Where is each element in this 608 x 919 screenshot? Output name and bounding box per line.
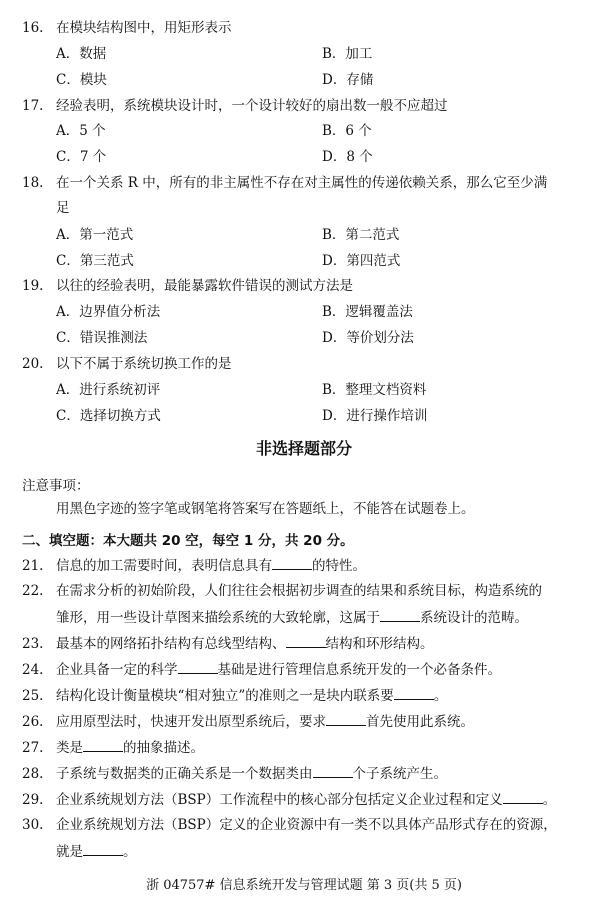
question-text: 企业系统规划方法（BSP）定义的企业资源中有一类不以具体产品形式存在的资源，: [56, 817, 557, 833]
answer-blank: [313, 763, 353, 778]
question-number: 26.: [22, 714, 44, 730]
option-b: B．加工: [322, 46, 373, 62]
page-footer: 浙 04757# 信息系统开发与管理试题 第 3 页(共 5 页): [146, 878, 462, 893]
option-d: D．等价划分法: [322, 330, 414, 346]
option-a: A．数据: [56, 46, 107, 62]
question-23: [22, 633, 588, 654]
part-heading: 二、填空题：本大题共 20 空，每空 1 分，共 20 分。: [22, 533, 354, 549]
question-number: 22.: [22, 583, 44, 599]
question-text: 在需求分析的初始阶段，人们往往会根据初步调查的结果和系统目标，构造系统的: [56, 583, 542, 599]
option-c: C．选择切换方式: [56, 408, 161, 424]
option-d: D．存储: [322, 72, 374, 88]
option-a: A．边界值分析法: [56, 304, 161, 320]
answer-blank: [272, 555, 312, 570]
option-c: C．第三范式: [56, 253, 134, 269]
question-17: [22, 96, 588, 116]
question-26: [22, 711, 588, 732]
question-stem: 经验表明，系统模块设计时，一个设计较好的扇出数一般不应超过: [56, 98, 448, 114]
option-d: D．8 个: [322, 149, 373, 165]
answer-blank: [83, 841, 123, 856]
option-b: B．整理文档资料: [322, 382, 427, 398]
question-text: 类是: [56, 740, 83, 756]
option-c: C．错误推测法: [56, 330, 148, 346]
question-text: 结构和环形结构。: [325, 636, 434, 652]
question-stem: 以下不属于系统切换工作的是: [56, 356, 232, 372]
question-text: 雏形，用一些设计草图来描绘系统的大致轮廓，这属于: [56, 610, 380, 626]
question-29: [22, 789, 588, 810]
question-text: 应用原型法时，快速开发出原型系统后，要求: [56, 714, 326, 730]
question-18: [22, 173, 588, 193]
answer-blank: [326, 711, 366, 726]
question-number: 27.: [22, 740, 44, 756]
option-b: B．第二范式: [322, 227, 400, 243]
option-a: A．进行系统初评: [56, 382, 161, 398]
question-30-continued: [56, 841, 588, 862]
question-number: 25.: [22, 688, 44, 704]
question-24: [22, 659, 588, 680]
section-title: 非选择题部分: [255, 439, 352, 458]
question-25: [22, 685, 588, 706]
answer-blank: [503, 789, 543, 804]
question-text: 子系统与数据类的正确关系是一个数据类由: [56, 766, 313, 782]
answer-blank: [83, 737, 123, 752]
question-number: 20.: [22, 356, 44, 372]
notice-body: 用黑色字迹的签字笔或钢笔将答案写在答题纸上，不能答在试题卷上。: [56, 501, 475, 517]
question-number: 24.: [22, 662, 44, 678]
question-number: 18.: [22, 175, 44, 191]
question-number: 30.: [22, 817, 44, 833]
question-text: 首先使用此系统。: [366, 714, 474, 730]
question-text: 的抽象描述。: [123, 740, 204, 756]
question-number: 29.: [22, 792, 44, 808]
question-stem: 在模块结构图中，用矩形表示: [56, 20, 232, 36]
question-30: [22, 815, 588, 835]
question-text: 就是: [56, 844, 83, 860]
option-b: B．6 个: [322, 123, 372, 139]
question-number: 21.: [22, 558, 44, 574]
question-text: 系统设计的范畴。: [420, 610, 528, 626]
question-text: 结构化设计衡量模块“相对独立”的准则之一是块内联系要: [56, 688, 394, 704]
question-text: 的特性。: [312, 558, 366, 574]
option-c: C．模块: [56, 72, 107, 88]
answer-blank: [286, 633, 326, 648]
answer-blank: [394, 685, 434, 700]
question-number: 23.: [22, 636, 44, 652]
question-20: [22, 354, 588, 374]
question-stem-continued: 足: [56, 200, 70, 216]
option-b: B．逻辑覆盖法: [322, 304, 413, 320]
option-d: D．第四范式: [322, 253, 401, 269]
question-text: 信息的加工需要时间，表明信息具有: [56, 558, 272, 574]
question-22-continued: [56, 607, 588, 628]
option-a: A．第一范式: [56, 227, 134, 243]
question-text: 。: [433, 688, 448, 704]
question-21: [22, 555, 588, 576]
question-stem: 以往的经验表明，最能暴露软件错误的测试方法是: [56, 278, 353, 294]
question-text: 企业系统规划方法（BSP）工作流程中的核心部分包括定义企业过程和定义: [56, 792, 503, 808]
option-d: D．进行操作培训: [322, 408, 428, 424]
answer-blank: [380, 607, 420, 622]
question-16: [22, 18, 588, 38]
question-27: [22, 737, 588, 758]
question-text: 基础是进行管理信息系统开发的一个必备条件。: [217, 662, 501, 678]
question-number: 16.: [22, 20, 44, 36]
question-number: 17.: [22, 98, 44, 114]
question-text: 个子系统产生。: [352, 766, 447, 782]
notice-heading: 注意事项：: [22, 478, 90, 494]
option-c: C．7 个: [56, 149, 107, 165]
question-19: [22, 276, 588, 296]
question-number: 28.: [22, 766, 44, 782]
question-stem: 在一个关系 R 中，所有的非主属性不存在对主属性的传递依赖关系，那么它至少满: [56, 175, 548, 191]
question-text: 。: [542, 792, 557, 808]
answer-blank: [178, 659, 218, 674]
question-text: 企业具备一定的科学: [56, 662, 178, 678]
question-text: 。: [123, 844, 137, 860]
question-text: 最基本的网络拓扑结构有总线型结构、: [56, 636, 286, 652]
question-22: [22, 581, 588, 601]
question-28: [22, 763, 588, 784]
option-a: A．5 个: [56, 123, 106, 139]
question-number: 19.: [22, 278, 44, 294]
